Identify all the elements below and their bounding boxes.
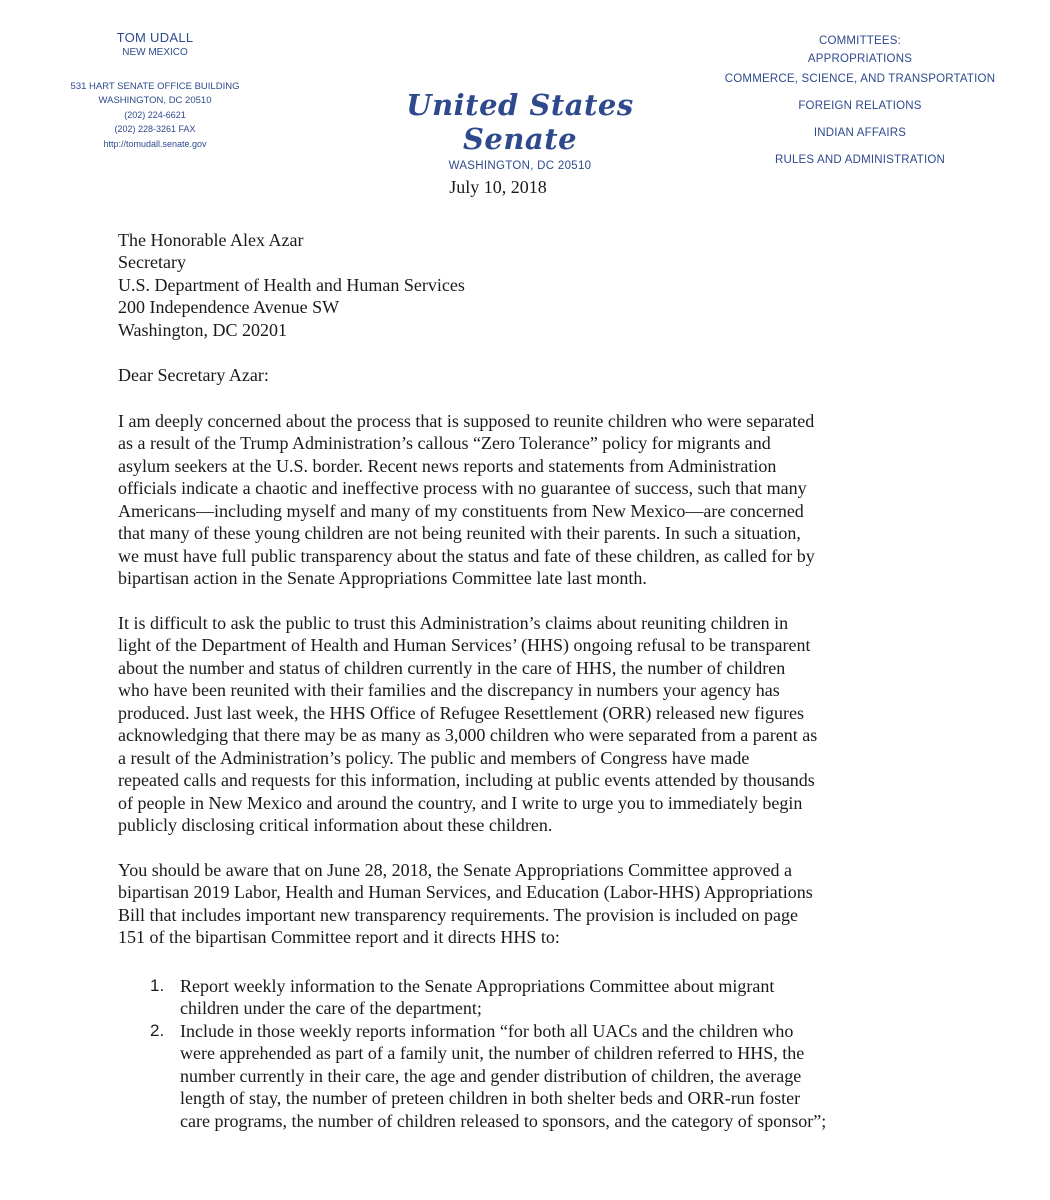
senate-masthead — [360, 88, 680, 172]
paragraph-line: as a result of the Trump Administration’s callous “Zero Tolerance” policy for migrants and — [118, 433, 771, 453]
senate-city: WASHINGTON, DC 20510 — [448, 160, 592, 172]
paragraph — [118, 859, 938, 949]
list-item-line: care programs, the number of children released to sponsors, and the category of sponsor”; — [180, 1110, 827, 1131]
paragraph-line: produced. Just last week, the HHS Office of Refugee Resettlement (ORR) released new figures — [118, 702, 804, 723]
recipient-line: U.S. Department of Health and Human Services — [118, 274, 465, 295]
recipient-line: Secretary — [118, 252, 186, 272]
list-item-line: Include in those weekly reports information “for both all UACs and the children who — [180, 1020, 794, 1041]
senator-info — [40, 30, 270, 153]
letter-date: July 10, 2018 — [449, 177, 547, 197]
list-item-line: Report weekly information to the Senate Appropriations Committee about migrant — [180, 975, 775, 996]
recipient-line: 200 Independence Avenue SW — [118, 297, 340, 317]
list-item — [150, 1020, 938, 1133]
paragraph-line: who have been reunited with their families and the discrepancy in numbers your agency has — [118, 680, 780, 700]
list-item-number: 2. — [150, 1020, 165, 1040]
paragraph-line: You should be aware that on June 28, 2018, the Senate Appropriations Committee approved a — [118, 859, 793, 880]
committees-heading: COMMITTEES: — [818, 35, 902, 47]
paragraph-line: of people in New Mexico and around the country, and I write to urge you to immediately begin — [118, 792, 803, 813]
senate-title: United States Senate — [406, 88, 634, 156]
paragraph-line: bipartisan 2019 Labor, Health and Human Services, and Education (Labor-HHS) Appropriations — [118, 882, 813, 902]
paragraph-line: 151 of the bipartisan Committee report and it directs HHS to: — [118, 927, 560, 947]
paragraph-line: repeated calls and requests for this information, including at public events attended by thousands — [118, 770, 815, 790]
list-item-number: 1. — [150, 975, 165, 995]
paragraph-line: acknowledging that there may be as many as 3,000 children who were separated from a parent as — [118, 725, 818, 745]
paragraph-line: asylum seekers at the U.S. border. Recent news reports and statements from Administration — [118, 455, 777, 476]
office-address-line2: WASHINGTON, DC 20510 — [98, 94, 212, 106]
committees-list — [700, 30, 1020, 174]
paragraph-line: It is difficult to ask the public to trust this Administration’s claims about reuniting children in — [118, 612, 789, 633]
committee-item: RULES AND ADMINISTRATION — [774, 154, 946, 166]
paragraph-line: officials indicate a chaotic and ineffective process with no guarantee of success, such that many — [118, 478, 807, 498]
list-item-line: number currently in their care, the age and gender distribution of children, the average — [180, 1065, 802, 1086]
recipient-address — [118, 229, 938, 342]
senator-name: TOM UDALL — [116, 30, 194, 45]
letter-body — [118, 176, 938, 1132]
paragraph-line: we must have full public transparency about the status and fate of these children, as called for by — [118, 545, 815, 566]
list-item-line: length of stay, the number of preteen children in both shelter beds and ORR-run foster — [180, 1088, 801, 1108]
committee-item: COMMERCE, SCIENCE, AND TRANSPORTATION — [724, 73, 996, 85]
list-item-line: children under the care of the department; — [180, 998, 482, 1018]
requirements-list — [118, 975, 938, 1133]
paragraph-line: about the number and status of children currently in the care of HHS, the number of children — [118, 657, 786, 678]
paragraph-line: I am deeply concerned about the process that is supposed to reunite children who were separated — [118, 410, 815, 431]
paragraph — [118, 410, 938, 590]
senator-state: NEW MEXICO — [122, 47, 188, 58]
paragraph-line: bipartisan action in the Senate Appropriations Committee late last month. — [118, 568, 647, 588]
recipient-line: The Honorable Alex Azar — [118, 229, 304, 250]
office-website: http://tomudall.senate.gov — [103, 139, 207, 149]
office-phone: (202) 224-6621 — [124, 110, 186, 120]
committee-item: FOREIGN RELATIONS — [798, 100, 922, 112]
committee-item: APPROPRIATIONS — [807, 53, 913, 65]
paragraph-line: Bill that includes important new transparency requirements. The provision is included on page — [118, 904, 799, 925]
salutation: Dear Secretary Azar: — [118, 365, 269, 385]
committee-item: INDIAN AFFAIRS — [813, 127, 907, 139]
list-item-line: were apprehended as part of a family unit, the number of children referred to HHS, the — [180, 1043, 805, 1063]
letterhead — [0, 0, 1050, 180]
paragraph — [118, 612, 938, 837]
list-item — [150, 975, 938, 1020]
paragraph-line: light of the Department of Health and Human Services’ (HHS) ongoing refusal to be transparent — [118, 635, 811, 655]
office-address-line1: 531 HART SENATE OFFICE BUILDING — [70, 81, 240, 92]
paragraph-line: publicly disclosing critical information about these children. — [118, 815, 553, 835]
recipient-line: Washington, DC 20201 — [118, 319, 288, 340]
office-fax: (202) 228-3261 FAX — [114, 124, 196, 134]
paragraph-line: Americans—including myself and many of my constituents from New Mexico—are concerned — [118, 500, 804, 521]
paragraph-line: that many of these young children are not being reunited with their parents. In such a situation, — [118, 523, 801, 543]
paragraph-line: a result of the Administration’s policy. The public and members of Congress have made — [118, 747, 750, 768]
